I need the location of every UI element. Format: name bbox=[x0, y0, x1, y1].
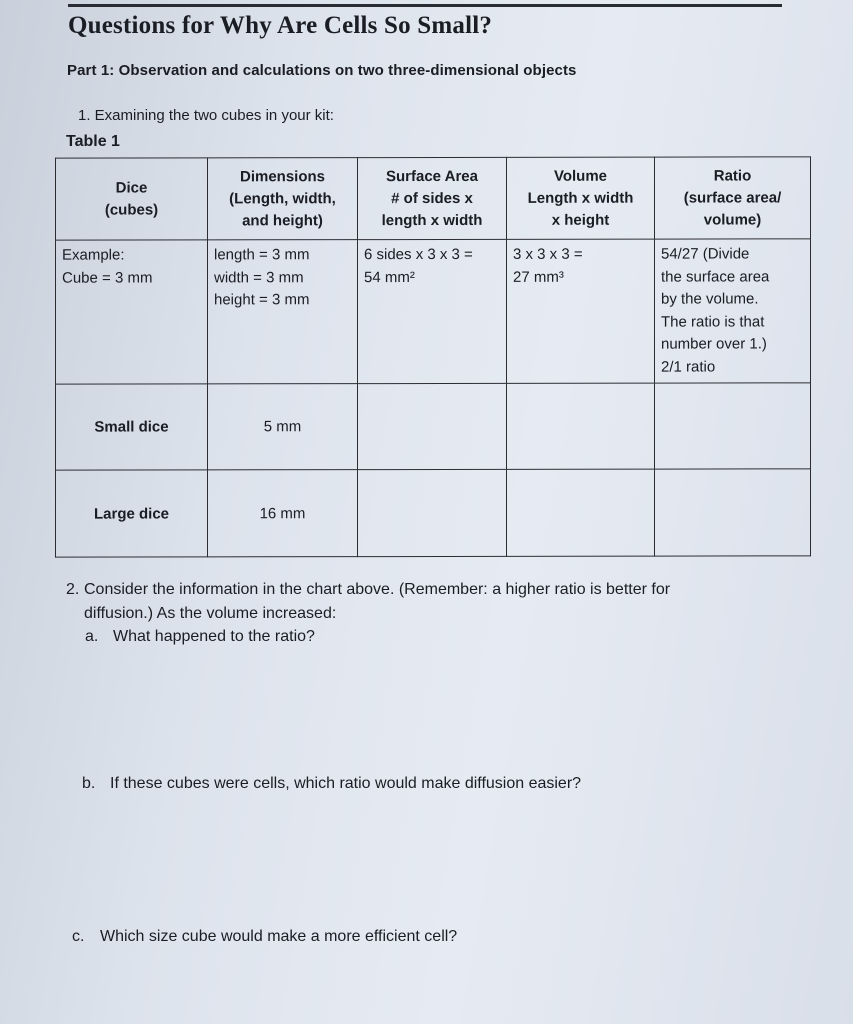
page-title: Questions for Why Are Cells So Small? bbox=[68, 12, 493, 39]
cube-table bbox=[55, 156, 811, 557]
large-dice-volume[interactable] bbox=[507, 469, 655, 556]
question-2a-letter: a. bbox=[85, 628, 99, 645]
example-ratio-cell: 54/27 (Divide the surface area by the volume. The ratio is that number over 1.) 2/1 ratio bbox=[655, 239, 811, 383]
example-surface-area-cell: 6 sides x 3 x 3 = 54 mm² bbox=[358, 239, 507, 383]
header-surface-area: Surface Area # of sides x length x width bbox=[358, 157, 507, 239]
part-heading: Part 1: Observation and calculations on two three-dimensional objects bbox=[67, 62, 577, 79]
table-row-example bbox=[56, 239, 811, 384]
question-2a-text: What happened to the ratio? bbox=[113, 628, 315, 645]
question-2 bbox=[66, 578, 796, 626]
small-dice-dimension: 5 mm bbox=[208, 384, 358, 470]
table-row-small bbox=[56, 383, 811, 470]
large-dice-ratio[interactable] bbox=[655, 469, 811, 556]
header-dice: Dice (cubes) bbox=[56, 158, 208, 240]
question-2c-text: Which size cube would make a more efficient cell? bbox=[100, 928, 458, 945]
question-2-line-2: diffusion.) As the volume increased: bbox=[84, 605, 337, 622]
example-dice-cell: Example: Cube = 3 mm bbox=[56, 240, 208, 384]
example-dimensions-cell: length = 3 mm width = 3 mm height = 3 mm bbox=[208, 240, 358, 384]
small-dice-label: Small dice bbox=[56, 384, 208, 470]
question-2b bbox=[82, 775, 581, 793]
small-dice-ratio[interactable] bbox=[655, 383, 811, 469]
question-2-number: 2. bbox=[66, 581, 80, 598]
question-1: 1. Examining the two cubes in your kit: bbox=[78, 107, 334, 124]
top-rule bbox=[68, 4, 782, 7]
question-2b-text: If these cubes were cells, which ratio would make diffusion easier? bbox=[110, 775, 582, 792]
large-dice-dimension: 16 mm bbox=[208, 470, 358, 557]
large-dice-label: Large dice bbox=[56, 470, 208, 557]
small-dice-volume[interactable] bbox=[507, 383, 655, 469]
table-label: Table 1 bbox=[66, 133, 120, 150]
example-volume-cell: 3 x 3 x 3 = 27 mm³ bbox=[507, 239, 655, 383]
question-2c bbox=[72, 928, 457, 946]
question-2b-letter: b. bbox=[82, 775, 96, 792]
table-header-row bbox=[56, 157, 811, 240]
question-2a bbox=[85, 628, 315, 646]
header-dimensions: Dimensions (Length, width, and height) bbox=[208, 158, 358, 240]
header-volume: Volume Length x width x height bbox=[507, 157, 655, 239]
small-dice-surface-area[interactable] bbox=[358, 383, 507, 469]
table-row-large bbox=[56, 469, 811, 557]
question-2c-letter: c. bbox=[72, 928, 85, 945]
header-ratio: Ratio (surface area/ volume) bbox=[655, 157, 811, 239]
large-dice-surface-area[interactable] bbox=[358, 469, 507, 556]
question-2-line-1: Consider the information in the chart above. (Remember: a higher ratio is better for bbox=[84, 581, 671, 598]
